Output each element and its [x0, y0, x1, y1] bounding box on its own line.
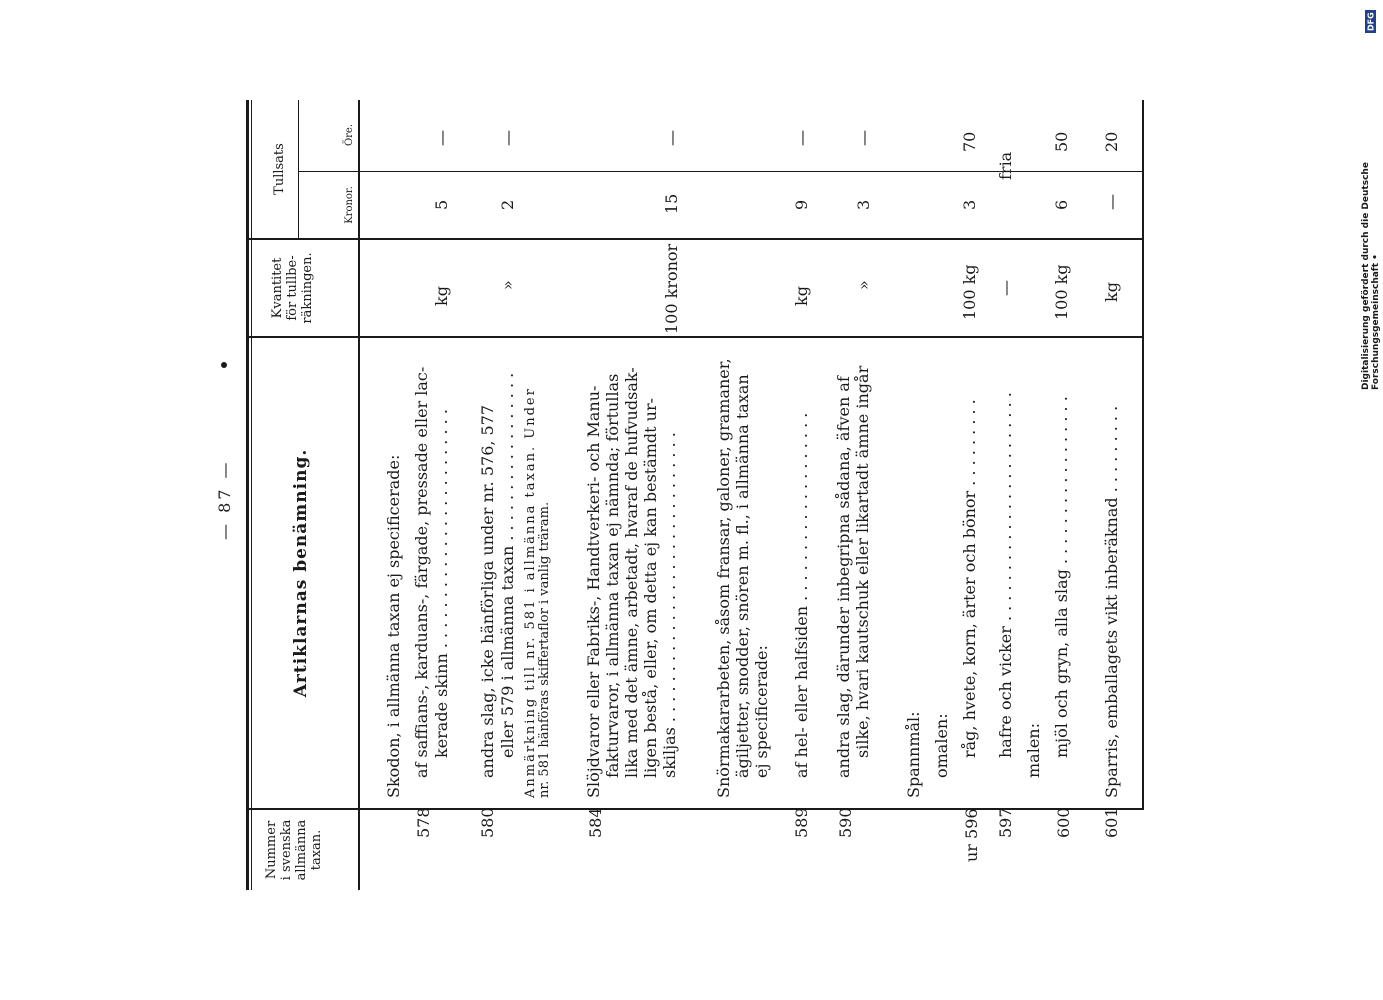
row-number: 590: [836, 807, 855, 838]
row-text: af hel- eller halfsiden . . . . . . . . . . . . . . . . . . .: [792, 412, 811, 778]
row-kronor: 3: [960, 199, 979, 210]
row-number: 580: [478, 807, 497, 838]
row-text: kerade skinn . . . . . . . . . . . . . . . . . . . . . . . .: [432, 409, 451, 758]
row-quantity: kg: [792, 286, 811, 306]
row-kronor: 6: [1052, 199, 1071, 210]
row-text: Snörmakararbeten, såsom fransar, galoner, gramaner,: [714, 358, 733, 798]
row-note: [524, 387, 552, 798]
header-quantity: [270, 240, 315, 336]
header-quantity-line: för tullbe-: [285, 255, 300, 321]
rotated-tariff-table: [246, 102, 1146, 902]
row-text: ligen bestå, eller, om detta ej kan bestämdt ur-: [641, 397, 660, 778]
row-text: fakturvaror, i allmänna taxan ej nämnda; förtullas: [603, 373, 622, 778]
row-kronor: 2: [498, 199, 517, 210]
row-quantity: —: [996, 280, 1015, 296]
row-ore: 50: [1052, 131, 1071, 152]
row-quantity: kg: [1102, 282, 1121, 302]
row-text: omalen:: [932, 713, 951, 778]
digitization-credit: [1363, 10, 1379, 390]
row-quantity: »: [498, 280, 517, 290]
row-ore: —: [498, 130, 517, 146]
header-number-line: Nummer: [264, 820, 279, 880]
row-number: 589: [792, 807, 811, 838]
header-kronor: Kronor.: [344, 186, 355, 224]
row-text-block: [584, 367, 679, 798]
row-kronor: 5: [432, 199, 451, 210]
duty-subheader-rule: [298, 100, 299, 240]
header-number-line: taxan.: [309, 829, 324, 871]
row-number: 578: [414, 807, 433, 838]
row-number: 597: [996, 807, 1015, 838]
row-text: Skodon, i allmänna taxan ej specificerade:: [384, 454, 403, 798]
row-text: malen:: [1024, 723, 1043, 778]
header-number: [264, 810, 324, 890]
row-text: ägiljetter, snodder, snören m. fl., i allmänna taxan: [733, 374, 752, 778]
row-text: skiljas . . . . . . . . . . . . . . . . . . . . . . . . . . . . .: [660, 432, 679, 778]
col-rule-quantity: [246, 238, 1144, 240]
header-ore: Öre.: [344, 123, 355, 147]
row-text-block: [714, 358, 771, 798]
table-bottom-rule: [1142, 100, 1144, 810]
table-top-rule-thin: [251, 100, 252, 890]
row-text: råg, hvete, korn, ärter och bönor . . . . . . . . .: [960, 399, 979, 758]
row-kronor: 9: [792, 199, 811, 210]
col-rule-article: [246, 336, 1144, 338]
header-article: Artiklarnas benämning.: [291, 448, 311, 698]
table-top-rule: [246, 100, 249, 890]
note-line: Anmärkning till nr. 581 i allmänna taxan. Under: [523, 387, 538, 798]
row-number: 601: [1102, 807, 1121, 838]
row-quantity: kg: [432, 286, 451, 306]
row-ore: —: [854, 130, 873, 146]
col-rule-kronor-ore: [298, 171, 1144, 172]
ink-dot: [221, 362, 227, 368]
header-number-line: allmänna: [294, 819, 309, 881]
row-text: ej specificerade:: [752, 645, 771, 778]
row-kronor: —: [1102, 194, 1121, 210]
row-quantity: 100 kg: [1052, 264, 1071, 320]
row-number: 600: [1054, 807, 1073, 838]
row-text: hafre och vicker . . . . . . . . . . . . . . . . . . . . . . .: [996, 392, 1015, 758]
dfg-logo: DFG: [1366, 12, 1376, 31]
row-kronor: fria: [996, 151, 1015, 180]
row-text: andra slag, därunder inbegripna sådana, äfven af: [834, 376, 853, 778]
row-text: eller 579 i allmänna taxan . . . . . . . . . . . . . . . . .: [498, 372, 517, 758]
note-line: nr. 581 hänföras skiffertaflor i vanlig träram.: [537, 501, 552, 798]
row-quantity: »: [854, 280, 873, 290]
row-number: 584: [586, 807, 605, 838]
credit-text: Digitalisierung gefördert durch die Deutsche Forschungsgemeinschaft •: [1361, 162, 1381, 390]
row-number: ur 596: [962, 808, 981, 862]
row-text: af saffians-, karduans-, färgade, pressade eller lac-: [412, 366, 431, 778]
row-kronor: 15: [662, 193, 681, 214]
row-text: Spannmål:: [904, 711, 923, 798]
header-duty: Tullsats: [272, 143, 287, 195]
header-quantity-line: Kvantitet: [270, 257, 285, 319]
row-text: andra slag, icke hänförliga under nr. 576, 577: [478, 404, 497, 778]
page-number: — 87 —: [215, 459, 234, 541]
header-number-line: i svenska: [279, 819, 294, 881]
row-text: Slöjdvaror eller Fabriks-, Handtverkeri- och Manu-: [584, 385, 603, 798]
row-text-block: [834, 366, 872, 778]
row-ore: —: [432, 130, 451, 146]
row-ore: 20: [1102, 131, 1121, 152]
row-quantity: 100 kronor: [662, 243, 681, 334]
row-kronor: 3: [854, 199, 873, 210]
header-bottom-rule: [358, 100, 360, 890]
row-quantity: 100 kg: [960, 264, 979, 320]
row-text: mjöl och gryn, alla slag . . . . . . . . . . . . . . . . .: [1052, 396, 1071, 758]
row-ore: 70: [960, 131, 979, 152]
row-ore: —: [662, 130, 681, 146]
row-ore: —: [792, 130, 811, 146]
row-text: Sparris, emballagets vikt inberäknad . . . . . . . . .: [1102, 405, 1121, 798]
header-quantity-line: räkningen.: [300, 252, 315, 324]
row-text: lika med det ämne, arbetadt, hvaraf de hufvudsak-: [622, 367, 641, 778]
row-text: silke, hvari kautschuk eller likartadt ämne ingår: [853, 365, 872, 758]
